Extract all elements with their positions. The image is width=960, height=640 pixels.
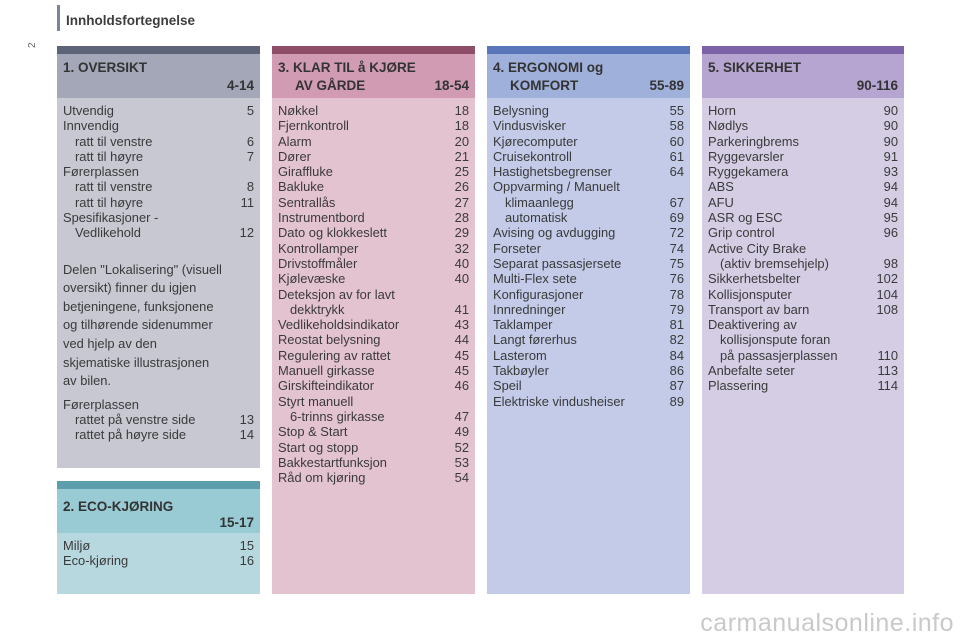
toc-entry-label: Konfigurasjoner: [493, 286, 584, 302]
toc-entry-label: Deaktivering av: [708, 317, 797, 333]
toc-entry[interactable]: [278, 225, 469, 240]
section-color-strip: [272, 46, 475, 54]
toc-entry-page: 11: [240, 194, 254, 210]
toc-entry[interactable]: [63, 225, 254, 240]
toc-entry-label: Elektriske vindusheiser: [493, 393, 625, 409]
page-number: 2: [27, 42, 38, 48]
toc-entry-label: Spesifikasjoner -: [63, 210, 159, 226]
toc-entry[interactable]: [63, 397, 254, 412]
page-header: [0, 0, 960, 40]
toc-entry-page: 84: [669, 347, 684, 363]
toc-entry-label: (aktiv bremsehjelp): [720, 255, 829, 271]
toc-entry-page: 61: [669, 148, 684, 164]
toc-entry-label: rattet på venstre side: [75, 412, 196, 428]
toc-entry-label: kollisjonspute foran: [720, 332, 831, 348]
toc-entry-label: Speil: [493, 378, 522, 394]
toc-entry[interactable]: [278, 424, 469, 439]
toc-entry[interactable]: [708, 118, 898, 133]
entries: [63, 538, 254, 569]
toc-entry[interactable]: [278, 179, 469, 194]
toc-entry-page: 46: [454, 378, 469, 394]
toc-entry[interactable]: [493, 103, 684, 118]
toc-entry[interactable]: [278, 149, 469, 164]
toc-entry-label: Utvendig: [63, 103, 114, 118]
toc-entry-page: 43: [454, 317, 469, 333]
section-entries: [272, 98, 475, 485]
toc-entry[interactable]: [278, 348, 469, 363]
toc-entry[interactable]: [493, 332, 684, 347]
toc-entry-label: Transport av barn: [708, 301, 810, 317]
toc-entry-page: 108: [876, 301, 898, 317]
toc-entry[interactable]: [708, 210, 898, 225]
toc-entry-page: 52: [454, 439, 469, 455]
toc-entry[interactable]: [493, 149, 684, 164]
toc-entry-label: Bakluke: [278, 179, 324, 195]
toc-entry[interactable]: [493, 256, 684, 271]
toc-entry-page: 86: [669, 363, 684, 379]
toc-entry-label: Instrumentbord: [278, 210, 365, 226]
toc-entry-page: 15: [239, 538, 254, 553]
section-color-strip: [57, 46, 260, 54]
toc-entry[interactable]: [63, 538, 254, 553]
section-title-line2: AV GÅRDE: [295, 78, 366, 93]
toc-entry[interactable]: [493, 394, 684, 409]
toc-entry-page: 20: [454, 133, 469, 149]
toc-entry-page: 12: [239, 225, 254, 241]
toc-entry-page: 113: [877, 363, 898, 379]
toc-entry-label: Nødlys: [708, 118, 749, 134]
toc-entry-label: Belysning: [493, 103, 549, 118]
toc-entry-label: Fjernkontroll: [278, 118, 349, 134]
toc-entry[interactable]: [493, 348, 684, 363]
toc-entry[interactable]: [278, 394, 469, 409]
toc-entry[interactable]: [278, 256, 469, 271]
toc-entry[interactable]: [708, 149, 898, 164]
toc-entry[interactable]: [63, 210, 254, 225]
toc-entry-label: Grip control: [708, 225, 775, 241]
toc-entry[interactable]: [278, 363, 469, 378]
toc-entry-page: 8: [246, 179, 254, 195]
toc-entry-label: ratt til venstre: [75, 133, 153, 149]
entries: [708, 103, 898, 394]
toc-entry-label: automatisk: [505, 210, 568, 226]
toc-entry-label: Lasterom: [493, 347, 547, 363]
entries-bottom: [63, 397, 254, 443]
section-header: [487, 54, 690, 98]
toc-entry-page: 76: [669, 271, 684, 287]
toc-entry-label: Langt førerhus: [493, 332, 577, 348]
section-page-range: 15-17: [219, 515, 254, 530]
toc-entry-page: 89: [669, 393, 684, 409]
toc-entry[interactable]: [708, 256, 898, 271]
section-title: 2. ECO-KJØRING: [63, 499, 174, 514]
toc-entry[interactable]: [708, 317, 898, 332]
entries: [493, 103, 684, 409]
toc-entry-page: 58: [669, 118, 684, 134]
toc-entry-label: Sikkerhetsbelter: [708, 271, 801, 287]
toc-entry[interactable]: [63, 149, 254, 164]
toc-entry[interactable]: [63, 164, 254, 179]
watermark: carmanualsonline.info: [700, 609, 954, 637]
toc-entry-label: på passasjerplassen: [720, 347, 838, 363]
section-entries: [57, 98, 260, 443]
note-line: og tilhørende sidenummer: [63, 317, 213, 333]
toc-entry-label: Sentrallås: [278, 194, 336, 210]
toc-entry-label: Plassering: [708, 378, 769, 394]
toc-entry-page: 45: [454, 347, 469, 363]
section-klar-til-kjore: [272, 46, 475, 594]
toc-entry-page: 14: [239, 427, 254, 443]
toc-entry-label: Dato og klokkeslett: [278, 225, 387, 241]
toc-entry[interactable]: [708, 241, 898, 256]
toc-entry[interactable]: [493, 225, 684, 240]
toc-entry[interactable]: [493, 164, 684, 179]
toc-entry[interactable]: [278, 302, 469, 317]
toc-entry-page: 44: [454, 332, 469, 348]
page-title: Innholdsfortegnelse: [66, 13, 196, 28]
toc-entry-label: ratt til høyre: [75, 194, 144, 210]
toc-entry-label: ASR og ESC: [708, 210, 783, 226]
toc-entry[interactable]: [63, 412, 254, 427]
toc-entry-label: Bakkestartfunksjon: [278, 454, 387, 470]
toc-entry[interactable]: [708, 332, 898, 347]
note-line: Delen "Lokalisering" (visuell: [63, 261, 222, 277]
toc-entry[interactable]: [493, 210, 684, 225]
section-color-strip: [57, 481, 260, 489]
toc-entry-label: Kollisjonsputer: [708, 286, 792, 302]
section-ergonomi-komfort: [487, 46, 690, 594]
toc-entry[interactable]: [63, 179, 254, 194]
toc-entry-page: 41: [454, 301, 469, 317]
toc-entry[interactable]: [278, 164, 469, 179]
toc-entry[interactable]: [493, 241, 684, 256]
toc-entry-page: 98: [883, 255, 898, 271]
section-header: [57, 489, 260, 533]
section-page-range: 18-54: [434, 78, 469, 93]
toc-entry-label: 6-trinns girkasse: [290, 408, 385, 424]
header-accent-bar: [57, 5, 60, 31]
entries: [278, 103, 469, 485]
section-page-range: 4-14: [226, 78, 254, 93]
toc-entry[interactable]: [708, 378, 898, 393]
toc-entry-page: 47: [454, 408, 469, 424]
toc-entry-page: 27: [454, 194, 469, 210]
toc-entry-page: 55: [669, 103, 684, 118]
toc-entry[interactable]: [278, 118, 469, 133]
toc-entry-label: ratt til høyre: [75, 148, 144, 164]
toc-entry-label: Taklamper: [493, 317, 553, 333]
section-entries: [57, 533, 260, 569]
toc-entry-label: Stop & Start: [278, 424, 348, 440]
toc-entry-label: Vedlikeholdsindikator: [278, 317, 400, 333]
toc-entry-label: Oppvarming / Manuelt: [493, 179, 620, 195]
toc-entry-page: 87: [669, 378, 684, 394]
toc-entry-page: 25: [454, 164, 469, 180]
toc-entry[interactable]: [278, 409, 469, 424]
toc-entry-page: 49: [454, 424, 469, 440]
toc-entry[interactable]: [278, 440, 469, 455]
toc-entry-label: Multi-Flex sete: [493, 271, 577, 287]
section-title: 1. OVERSIKT: [63, 60, 148, 75]
toc-entry[interactable]: [493, 118, 684, 133]
section-header: [57, 54, 260, 98]
toc-entry[interactable]: [278, 470, 469, 485]
toc-entry[interactable]: [63, 427, 254, 442]
toc-entry-page: 95: [883, 210, 898, 226]
toc-entry[interactable]: [278, 378, 469, 393]
toc-entry-page: 78: [669, 286, 684, 302]
section-header: [272, 54, 475, 98]
toc-entry[interactable]: [493, 378, 684, 393]
toc-entry[interactable]: [708, 363, 898, 378]
section-page-range: 90-116: [856, 78, 898, 93]
toc-entry-label: Miljø: [63, 538, 91, 553]
section-color-strip: [487, 46, 690, 54]
toc-entry[interactable]: [278, 271, 469, 286]
toc-entry-page: 90: [883, 103, 898, 118]
toc-entry-label: Takbøyler: [493, 363, 549, 379]
toc-entry-page: 40: [454, 271, 469, 287]
section-eco-kjoring: [57, 481, 260, 594]
toc-entry-page: 90: [883, 133, 898, 149]
toc-entry-label: AFU: [708, 194, 734, 210]
section-title-line2: KOMFORT: [510, 78, 579, 93]
toc-entry-label: Avising og avdugging: [493, 225, 616, 241]
toc-entry-label: Horn: [708, 103, 736, 118]
toc-entry-page: 53: [454, 454, 469, 470]
toc-entry-label: ABS: [708, 179, 734, 195]
toc-entry-page: 54: [454, 470, 469, 486]
toc-entry[interactable]: [708, 134, 898, 149]
toc-entry-label: Girskifteindikator: [278, 378, 374, 394]
toc-entry-label: Separat passasjersete: [493, 255, 622, 271]
toc-entry-label: Active City Brake: [708, 240, 807, 256]
toc-entry-page: 67: [669, 194, 684, 210]
toc-entry-page: 93: [883, 164, 898, 180]
toc-entry-label: Ryggekamera: [708, 164, 789, 180]
toc-entry-label: Innvendig: [63, 118, 119, 134]
note-line: skjematiske illustrasjonen: [63, 354, 210, 370]
toc-entry-label: Cruisekontroll: [493, 148, 572, 164]
note-paragraph: [63, 261, 254, 391]
toc-entry[interactable]: [708, 271, 898, 286]
toc-entry-page: 94: [883, 194, 898, 210]
toc-entry[interactable]: [493, 195, 684, 210]
toc-entry-page: 26: [454, 179, 469, 195]
toc-entry[interactable]: [708, 179, 898, 194]
toc-entry-page: 28: [454, 210, 469, 226]
toc-entry-label: Innredninger: [493, 301, 566, 317]
toc-entry-page: 90: [883, 118, 898, 134]
toc-entry-page: 18: [454, 118, 469, 134]
toc-entry-page: 5: [246, 103, 254, 118]
toc-entry-label: ratt til venstre: [75, 179, 153, 195]
toc-entry-label: Førerplassen: [63, 164, 139, 180]
toc-entry[interactable]: [278, 287, 469, 302]
note-line: av bilen.: [63, 373, 112, 389]
toc-entry-page: 29: [454, 225, 469, 241]
toc-entry-label: Giraffluke: [278, 164, 333, 180]
toc-entry-label: Førerplassen: [63, 396, 139, 412]
toc-entry-page: 79: [669, 301, 684, 317]
toc-entry-page: 110: [877, 347, 898, 363]
toc-entry-page: 91: [883, 148, 898, 164]
toc-entry-label: Ryggevarsler: [708, 148, 784, 164]
toc-entry[interactable]: [493, 363, 684, 378]
toc-entry[interactable]: [493, 179, 684, 194]
section-entries: [702, 98, 904, 394]
toc-entry-page: 82: [669, 332, 684, 348]
toc-entry-page: 74: [669, 240, 684, 256]
toc-entry-page: 75: [669, 255, 684, 271]
toc-entry-label: Kjørecomputer: [493, 133, 578, 149]
toc-entry-page: 94: [883, 179, 898, 195]
toc-entry[interactable]: [278, 210, 469, 225]
toc-entry-page: 16: [239, 553, 254, 569]
toc-entry[interactable]: [708, 195, 898, 210]
toc-entry[interactable]: [708, 225, 898, 240]
toc-entry[interactable]: [63, 103, 254, 118]
toc-entry-label: Vedlikehold: [75, 225, 141, 241]
toc-entry[interactable]: [493, 302, 684, 317]
toc-entry[interactable]: [63, 195, 254, 210]
toc-entry[interactable]: [278, 241, 469, 256]
section-title: 3. KLAR TIL å KJØRE: [278, 60, 416, 75]
toc-entry[interactable]: [708, 164, 898, 179]
toc-entry[interactable]: [493, 134, 684, 149]
toc-entry[interactable]: [708, 302, 898, 317]
toc-entry[interactable]: [493, 317, 684, 332]
section-sikkerhet: [702, 46, 904, 594]
toc-entry-label: Kjølevæske: [278, 271, 346, 287]
toc-entry[interactable]: [278, 103, 469, 118]
note-line: ved hjelp av den: [63, 336, 157, 352]
toc-entry-page: 21: [454, 148, 469, 164]
toc-entry[interactable]: [493, 271, 684, 286]
toc-entry-label: Manuell girkasse: [278, 363, 375, 379]
entries-top: [63, 103, 254, 241]
note-line: betjeningene, funksjonene: [63, 298, 214, 314]
toc-entry-label: Deteksjon av for lavt: [278, 286, 395, 302]
toc-entry-label: Dører: [278, 148, 311, 164]
section-oversikt: [57, 46, 260, 468]
toc-entry-page: 102: [876, 271, 898, 287]
toc-entry[interactable]: [278, 455, 469, 470]
toc-entry[interactable]: [63, 553, 254, 568]
note-line: oversikt) finner du igjen: [63, 280, 197, 296]
toc-entry[interactable]: [278, 134, 469, 149]
toc-entry[interactable]: [708, 287, 898, 302]
toc-entry[interactable]: [278, 317, 469, 332]
toc-entry-label: Drivstoffmåler: [278, 255, 358, 271]
section-entries: [487, 98, 690, 409]
toc-entry[interactable]: [278, 195, 469, 210]
toc-entry-page: 81: [669, 317, 684, 333]
toc-entry-label: Regulering av rattet: [278, 347, 391, 363]
section-title: 4. ERGONOMI og: [493, 60, 604, 75]
toc-entry-label: Parkeringbrems: [708, 133, 799, 149]
section-header: [702, 54, 904, 98]
toc-entry-label: Alarm: [278, 133, 312, 149]
toc-entry[interactable]: [63, 134, 254, 149]
toc-entry-label: Eco-kjøring: [63, 553, 129, 569]
toc-entry-page: 114: [877, 378, 898, 394]
toc-entry-page: 7: [246, 148, 254, 164]
toc-entry-page: 60: [669, 133, 684, 149]
toc-entry-page: 104: [876, 286, 898, 302]
toc-entry-label: Styrt manuell: [278, 393, 354, 409]
toc-entry[interactable]: [278, 332, 469, 347]
toc-entry-label: Hastighetsbegrenser: [493, 164, 612, 180]
toc-entry[interactable]: [63, 118, 254, 133]
section-page-range: 55-89: [649, 78, 684, 93]
toc-entry-page: 32: [454, 240, 469, 256]
toc-entry-label: Vindusvisker: [493, 118, 566, 134]
section-color-strip: [702, 46, 904, 54]
toc-entry[interactable]: [493, 287, 684, 302]
toc-entry[interactable]: [708, 103, 898, 118]
toc-entry-label: Kontrollamper: [278, 240, 359, 256]
toc-entry-label: Anbefalte seter: [708, 363, 795, 379]
toc-entry-page: 45: [454, 363, 469, 379]
toc-entry-page: 13: [239, 412, 254, 428]
section-title: 5. SIKKERHET: [708, 60, 802, 75]
toc-entry-label: dekktrykk: [290, 301, 345, 317]
toc-entry-page: 72: [669, 225, 684, 241]
toc-entry-page: 96: [883, 225, 898, 241]
toc-entry-label: klimaanlegg: [505, 194, 574, 210]
toc-entry-label: Råd om kjøring: [278, 470, 366, 486]
toc-entry-label: Forseter: [493, 240, 541, 256]
toc-entry-page: 64: [669, 164, 684, 180]
toc-entry-page: 40: [454, 255, 469, 271]
toc-entry-page: 69: [669, 210, 684, 226]
toc-entry-page: 18: [454, 103, 469, 118]
toc-entry-page: 6: [246, 133, 254, 149]
toc-entry-label: Start og stopp: [278, 439, 359, 455]
toc-entry-label: Reostat belysning: [278, 332, 381, 348]
toc-entry-label: rattet på høyre side: [75, 427, 187, 443]
toc-entry-label: Nøkkel: [278, 103, 319, 118]
toc-entry[interactable]: [708, 348, 898, 363]
